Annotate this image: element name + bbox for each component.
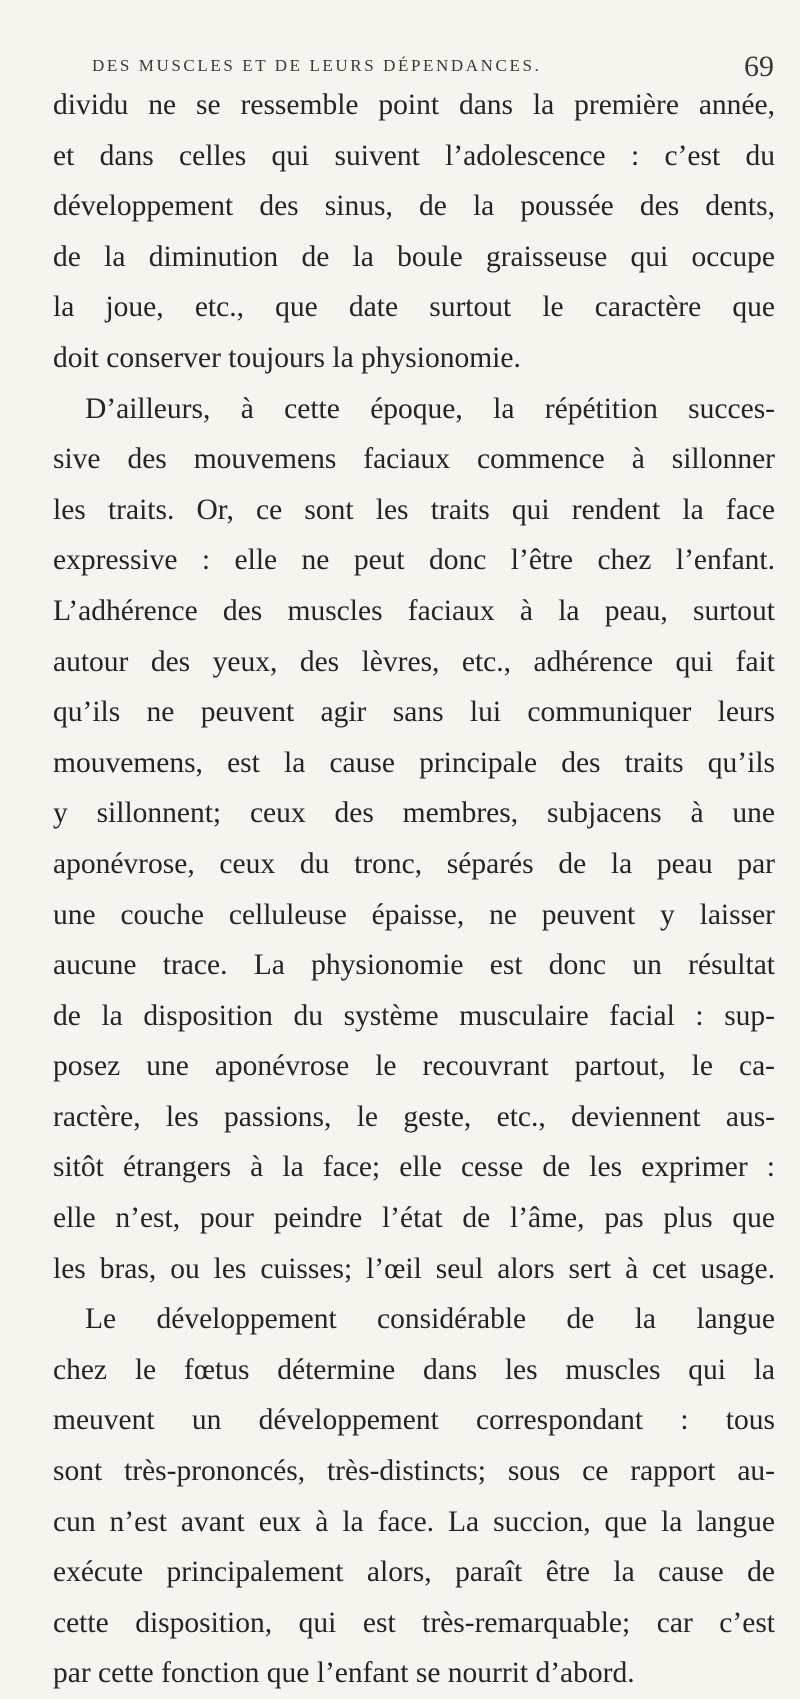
text-line: expressive : elle ne peut donc l’être chez l’enfant.: [53, 544, 775, 577]
text-line: sitôt étrangers à la face; elle cesse de les exprimer :: [53, 1151, 775, 1184]
text-line: doit conserver toujours la physionomie.: [53, 341, 521, 374]
text-line: dividu ne se ressemble point dans la première année,: [53, 89, 775, 121]
text-line: cette disposition, qui est très-remarquable; car c’est: [53, 1606, 775, 1639]
text-line: y sillonnent; ceux des membres, subjacens à une: [53, 797, 775, 830]
paragraph-start-line: D’ailleurs, à cette époque, la répétition succes-: [85, 392, 775, 425]
text-line: L’adhérence des muscles faciaux à la peau, surtout: [53, 594, 775, 627]
text-line: les traits. Or, ce sont les traits qui rendent la face: [53, 493, 775, 526]
text-line: aucune trace. La physionomie est donc un résultat: [53, 949, 775, 982]
text-line: les bras, ou les cuisses; l’œil seul alors sert à cet usage.: [53, 1252, 775, 1285]
paragraph-start-line: Le développement considérable de la langue: [85, 1303, 775, 1336]
text-line: elle n’est, pour peindre l’état de l’âme, pas plus que: [53, 1202, 775, 1235]
text-line: et dans celles qui suivent l’adolescence : c’est du: [53, 139, 775, 172]
text-line: qu’ils ne peuvent agir sans lui communiquer leurs: [53, 696, 775, 729]
text-line: aponévrose, ceux du tronc, séparés de la peau par: [53, 847, 775, 880]
text-line: de la disposition du système musculaire facial : sup-: [53, 999, 775, 1032]
text-line: développement des sinus, de la poussée des dents,: [53, 190, 775, 223]
text-line: la joue, etc., que date surtout le caractère que: [53, 291, 775, 324]
text-line: cun n’est avant eux à la face. La succion, que la langue: [53, 1505, 775, 1538]
text-line: sive des mouvemens faciaux commence à sillonner: [53, 443, 775, 476]
text-line: sont très-prononcés, très-distincts; sous ce rapport au-: [53, 1455, 775, 1488]
page-number: 69: [744, 50, 774, 83]
text-line: exécute principalement alors, paraît être la cause de: [53, 1556, 775, 1589]
text-line: de la diminution de la boule graisseuse qui occupe: [53, 240, 775, 273]
text-line: par cette fonction que l’enfant se nourrit d’abord.: [53, 1657, 635, 1690]
text-line: chez le fœtus détermine dans les muscles qui la: [53, 1353, 775, 1386]
text-line: posez une aponévrose le recouvrant partout, le ca-: [53, 1050, 775, 1083]
text-line: mouvemens, est la cause principale des traits qu’ils: [53, 746, 775, 779]
text-line: une couche celluleuse épaisse, ne peuvent y laisser: [53, 898, 775, 931]
body-text: [53, 80, 775, 1699]
text-line: autour des yeux, des lèvres, etc., adhérence qui fait: [53, 645, 775, 678]
running-title: DES MUSCLES ET DE LEURS DÉPENDANCES.: [92, 56, 542, 75]
text-line: ractère, les passions, le geste, etc., deviennent aus-: [53, 1100, 775, 1133]
text-line: meuvent un développement correspondant : tous: [53, 1404, 775, 1437]
